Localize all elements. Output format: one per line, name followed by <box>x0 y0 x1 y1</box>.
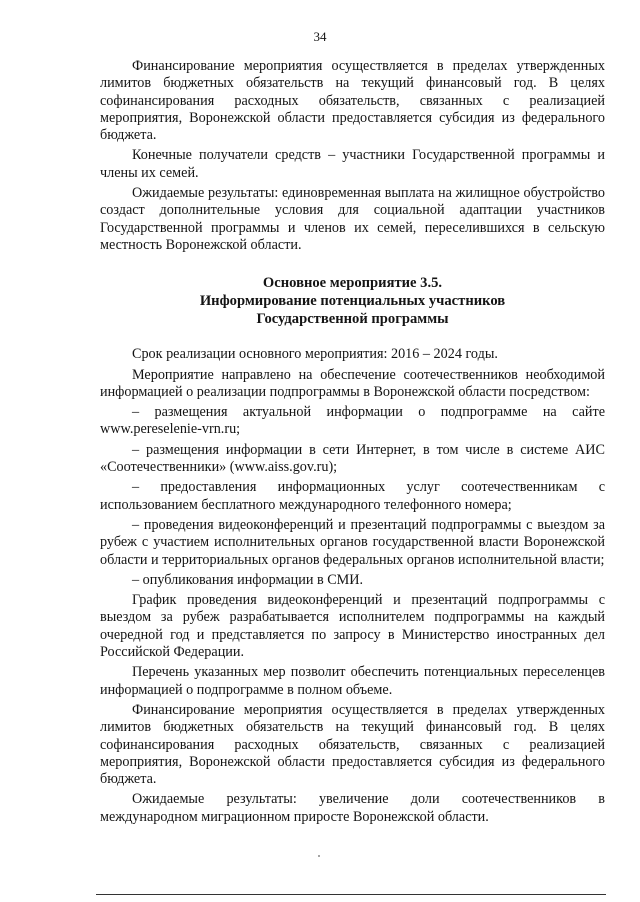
document-body <box>100 58 605 826</box>
paragraph-expected-results-2: Ожидаемые результаты: увеличение доли соотечественников в международном миграционном приросте Воронежской области. <box>100 791 605 825</box>
paragraph-purpose: Мероприятие направлено на обеспечение соотечественников необходимой информацией о реализации подпрограммы в Воронежской области посредством: <box>100 366 605 400</box>
footer-rule <box>96 894 606 895</box>
paragraph-expected-results: Ожидаемые результаты: единовременная выплата на жилищное обустройство создаст дополнительные условия для социальной адаптации участников Государственной программы и членов их семей, переселившихся в сельскую местность Воронежской области. <box>100 185 605 253</box>
heading-line-3: Государственной программы <box>256 311 449 328</box>
paragraph-financing: Финансирование мероприятия осуществляется в пределах утвержденных лимитов бюджетных обязательств на текущий финансовый год. В целях софинансирования расходных обязательств, связанных с реализацией мероприятия, Воронежской области предоставляется субсидия из федерального бюджета. <box>100 58 605 144</box>
heading-line-2: Информирование потенциальных участников <box>199 293 506 310</box>
list-item-videoconference: – проведения видеоконференций и презентаций подпрограммы с выездом за рубеж с участием исполнительных органов государственной власти Воронежской области и территориальных органов федеральных органов исполнительной власти; <box>100 516 605 568</box>
page-number: 34 <box>313 29 327 44</box>
list-item-internet: – размещения информации в сети Интернет, в том числе в системе АИС «Соотечественники» (www.aiss.gov.ru); <box>100 441 605 476</box>
paragraph-schedule: График проведения видеоконференций и презентаций подпрограммы с выездом за рубеж разрабатывается исполнителем подпрограммы на каждый очередной год и представляется по запросу в Министерство иностранных дел Российской Федерации. <box>100 592 605 661</box>
paragraph-term: Срок реализации основного мероприятия: 2016 – 2024 годы. <box>132 346 498 363</box>
list-item-media: – опубликования информации в СМИ. <box>132 571 364 588</box>
paragraph-recipients: Конечные получатели средств – участники Государственной программы и члены их семей. <box>100 147 605 181</box>
paragraph-financing-2: Финансирование мероприятия осуществляется в пределах утвержденных лимитов бюджетных обязательств на текущий финансовый год. В целях софинансирования расходных обязательств, связанных с реализацией мероприятия, Воронежской области предоставляется субсидия из федерального бюджета. <box>100 701 605 788</box>
list-item-website: – размещения актуальной информации о подпрограмме на сайте www.pereselenie-vrn.ru; <box>100 404 605 438</box>
paragraph-measures: Перечень указанных мер позволит обеспечить потенциальных переселенцев информацией о подпрограмме в полном объеме. <box>100 664 605 698</box>
list-item-phone: – предоставления информационных услуг соотечественникам с использованием бесплатного международного телефонного номера; <box>100 479 605 513</box>
heading-line-1: Основное мероприятие 3.5. <box>262 275 443 292</box>
section-heading <box>100 274 605 328</box>
scan-speck <box>318 855 320 857</box>
